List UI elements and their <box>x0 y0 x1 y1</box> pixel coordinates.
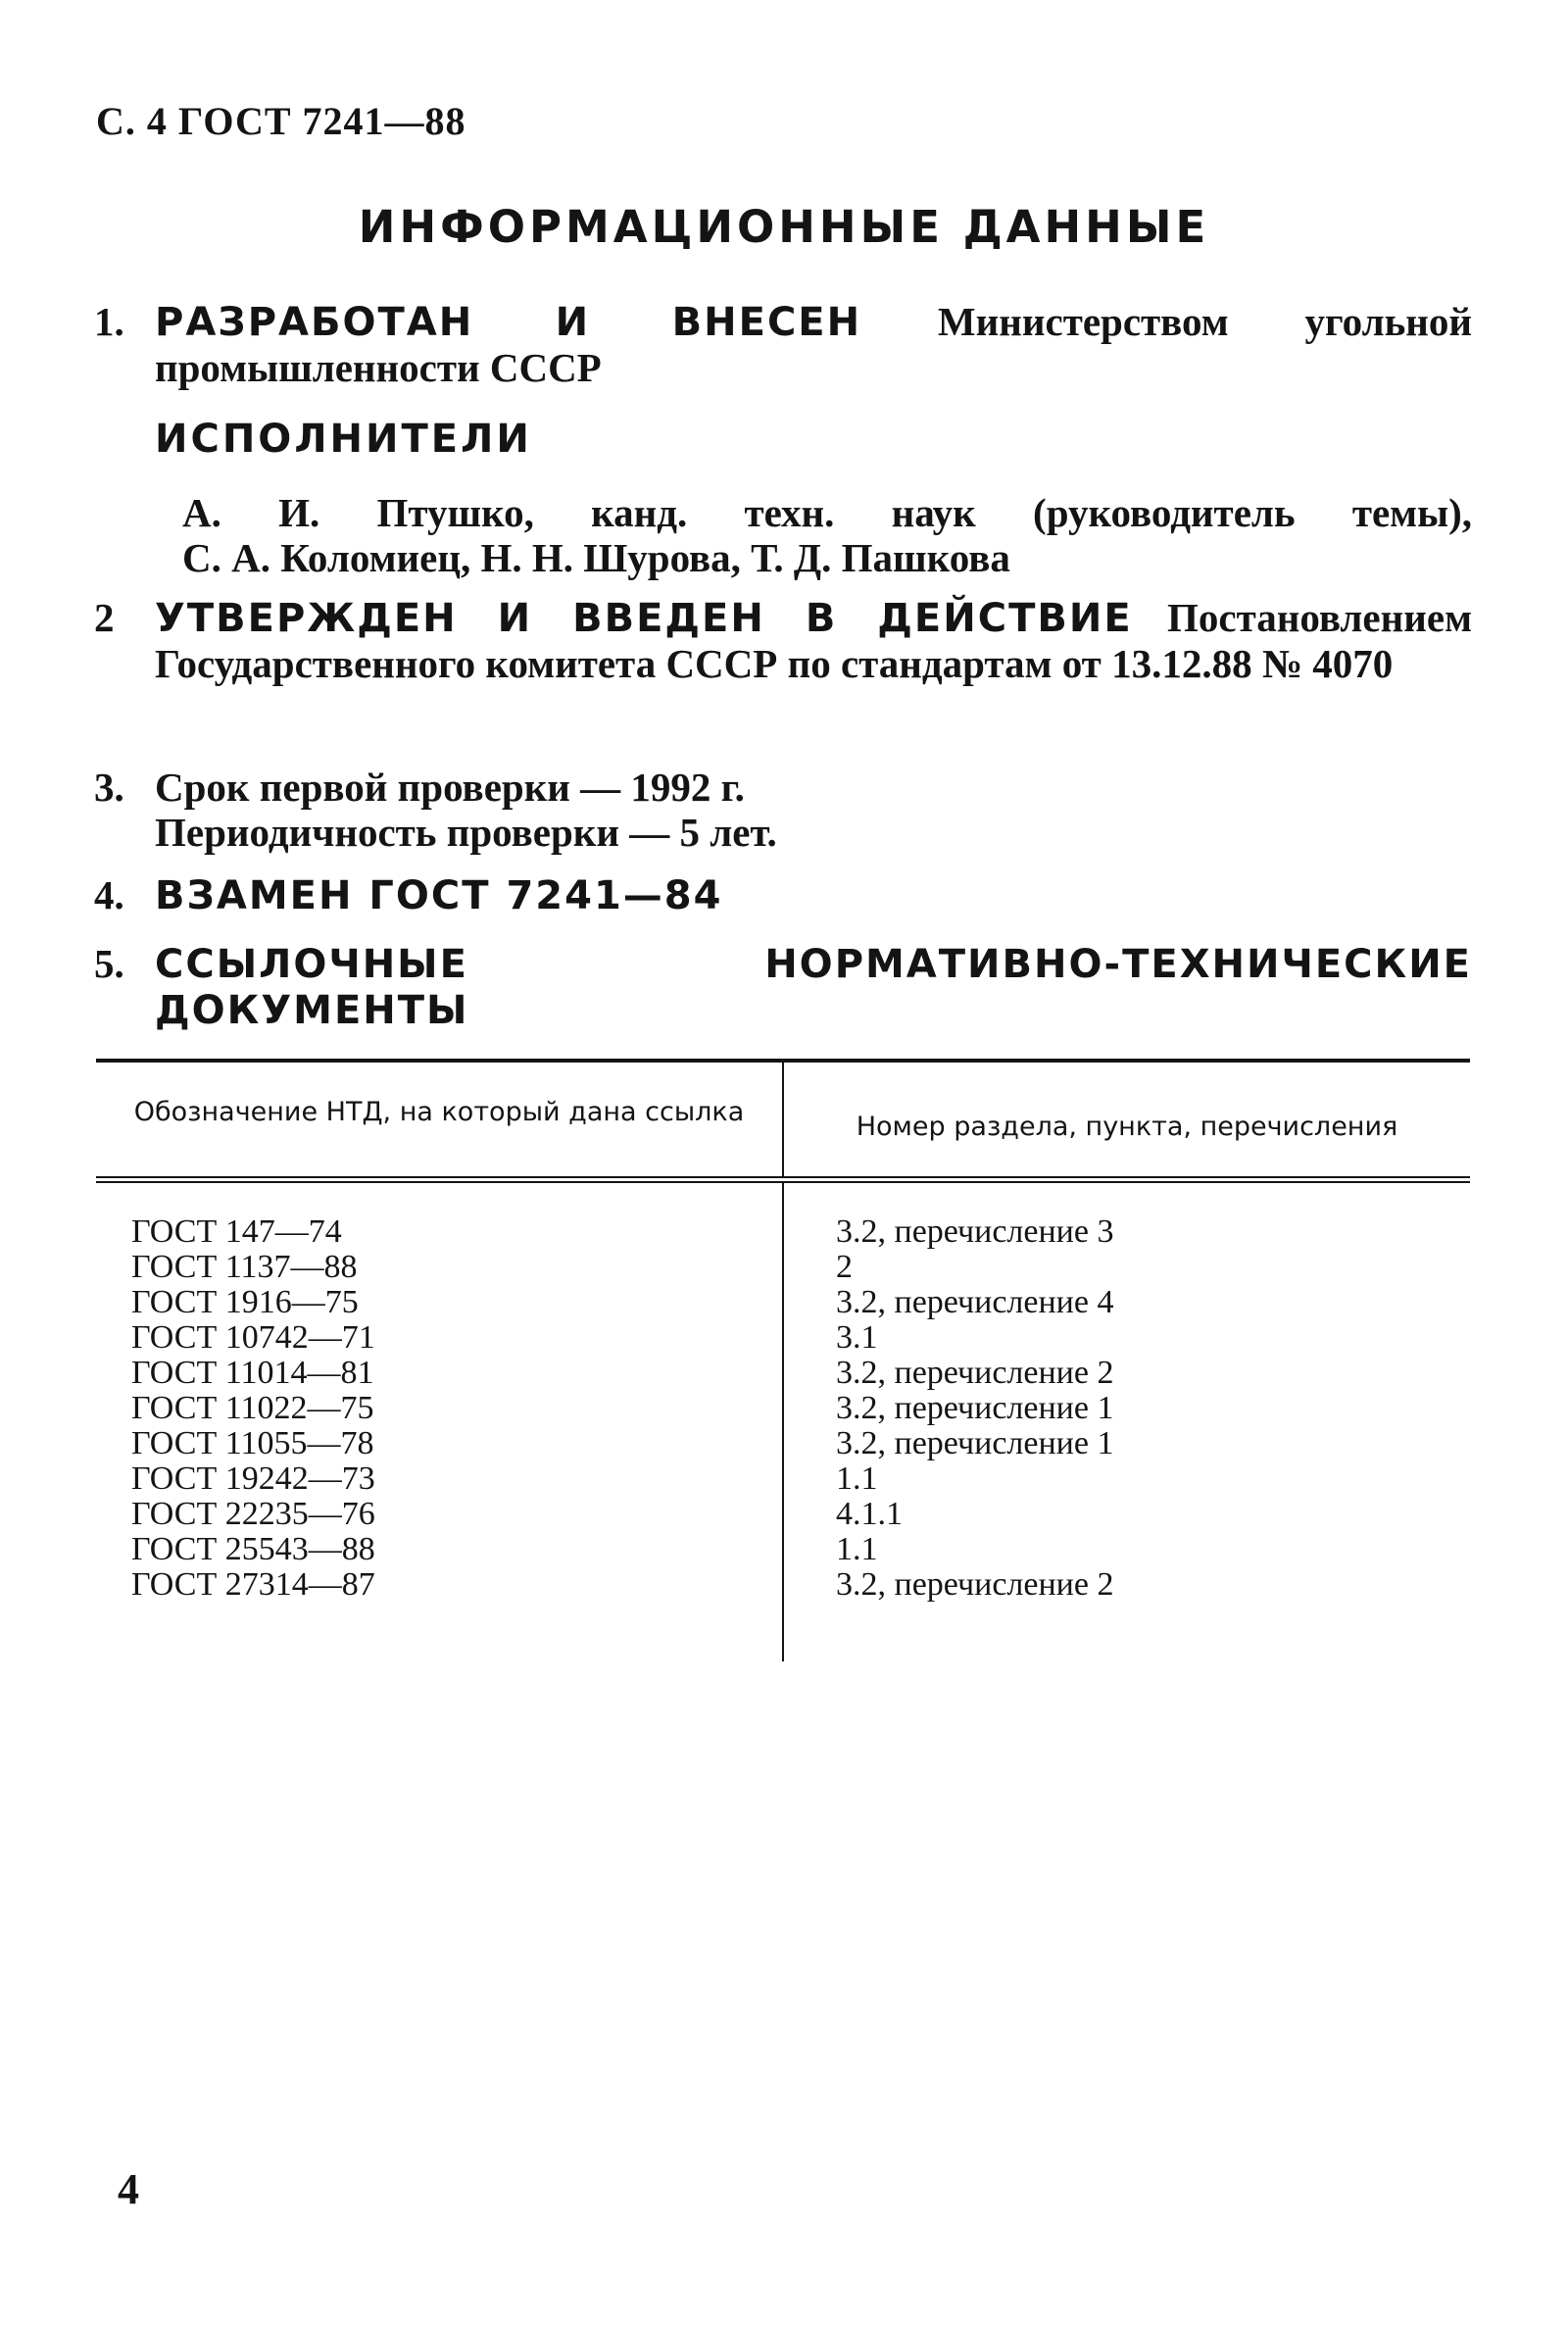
table-cell-designation: ГОСТ 11055—78 <box>131 1425 374 1461</box>
table-header-designation: Обозначение НТД, на который дана ссылка <box>133 1097 745 1127</box>
item-body <box>155 299 1472 390</box>
item-body <box>155 765 1472 855</box>
item-caps: РАЗРАБОТАН И ВНЕСЕН <box>155 300 862 345</box>
table-cell-designation: ГОСТ 147—74 <box>131 1213 342 1250</box>
page-number: 4 <box>118 2165 139 2213</box>
section-column <box>836 1214 1113 1603</box>
table-cell-designation: ГОСТ 1137—88 <box>131 1249 358 1285</box>
table-header-section: Номер раздела, пункта, перечисления <box>856 1112 1398 1142</box>
page-header: С. 4 ГОСТ 7241—88 <box>96 99 466 143</box>
table-cell-designation: ГОСТ 1916—75 <box>131 1284 359 1320</box>
performers-line-2: С. А. Коломиец, Н. Н. Шурова, Т. Д. Пашкова <box>182 535 1010 580</box>
item-caps: УТВЕРЖДЕН И ВВЕДЕН В ДЕЙСТВИЕ <box>155 596 1133 641</box>
references-table <box>96 1059 1470 1661</box>
table-cell-designation: ГОСТ 11014—81 <box>131 1355 374 1391</box>
item-2 <box>94 595 1472 686</box>
table-cell-designation: ГОСТ 19242—73 <box>131 1460 375 1497</box>
performers-line-1: А. И. Птушко, канд. техн. наук (руководитель темы), <box>182 490 1472 535</box>
table-cell-section: 3.2, перечисление 2 <box>836 1355 1114 1391</box>
table-cell-designation: ГОСТ 11022—75 <box>131 1390 374 1426</box>
table-cell-section: 1.1 <box>836 1531 878 1567</box>
item-number: 1. <box>94 299 124 344</box>
table-cell-section: 3.2, перечисление 1 <box>836 1425 1114 1461</box>
table-cell-designation: ГОСТ 22235—76 <box>131 1496 375 1532</box>
item-text: Постановлением Государственного комитета СССР по стандартам от 13.12.88 № 4070 <box>155 595 1472 686</box>
item-caps: ССЫЛОЧНЫЕ НОРМАТИВНО-ТЕХНИЧЕСКИЕ ДОКУМЕНТЫ <box>155 942 1472 1033</box>
table-cell-section: 4.1.1 <box>836 1496 903 1532</box>
table-cell-section: 1.1 <box>836 1460 878 1497</box>
table-cell-designation: ГОСТ 25543—88 <box>131 1531 375 1567</box>
item-line-2: Периодичность проверки — 5 лет. <box>155 810 777 855</box>
item-text: Министерством угольной промышленности СССР <box>155 299 1472 390</box>
table-cell-section: 3.1 <box>836 1319 878 1356</box>
performers-list <box>182 490 1472 580</box>
item-4 <box>94 872 1472 918</box>
item-line-1: Срок первой проверки — 1992 г. <box>155 765 745 810</box>
item-number: 4. <box>94 872 124 917</box>
item-body <box>155 872 1472 918</box>
page-title: ИНФОРМАЦИОННЫЕ ДАННЫЕ <box>358 201 1210 253</box>
table-cell-section: 3.2, перечисление 1 <box>836 1390 1114 1426</box>
designation-column <box>131 1214 375 1603</box>
table-cell-designation: ГОСТ 27314—87 <box>131 1566 375 1603</box>
table-cell-section: 2 <box>836 1249 853 1285</box>
table-cell-section: 3.2, перечисление 3 <box>836 1213 1114 1250</box>
table-body-divider <box>782 1183 784 1661</box>
table-cell-section: 3.2, перечисление 2 <box>836 1566 1114 1603</box>
item-body <box>155 595 1472 686</box>
item-number: 5. <box>94 941 124 986</box>
item-body <box>155 941 1472 1033</box>
table-cell-section: 3.2, перечисление 4 <box>836 1284 1114 1320</box>
item-1 <box>94 299 1472 390</box>
item-3 <box>94 765 1472 855</box>
table-cell-designation: ГОСТ 10742—71 <box>131 1319 375 1356</box>
performers-heading: ИСПОЛНИТЕЛИ <box>155 417 532 462</box>
item-number: 2 <box>94 595 115 640</box>
item-5 <box>94 941 1472 1033</box>
table-header-rule <box>96 1176 1470 1183</box>
item-caps: ВЗАМЕН ГОСТ 7241—84 <box>155 873 723 918</box>
item-number: 3. <box>94 765 124 810</box>
